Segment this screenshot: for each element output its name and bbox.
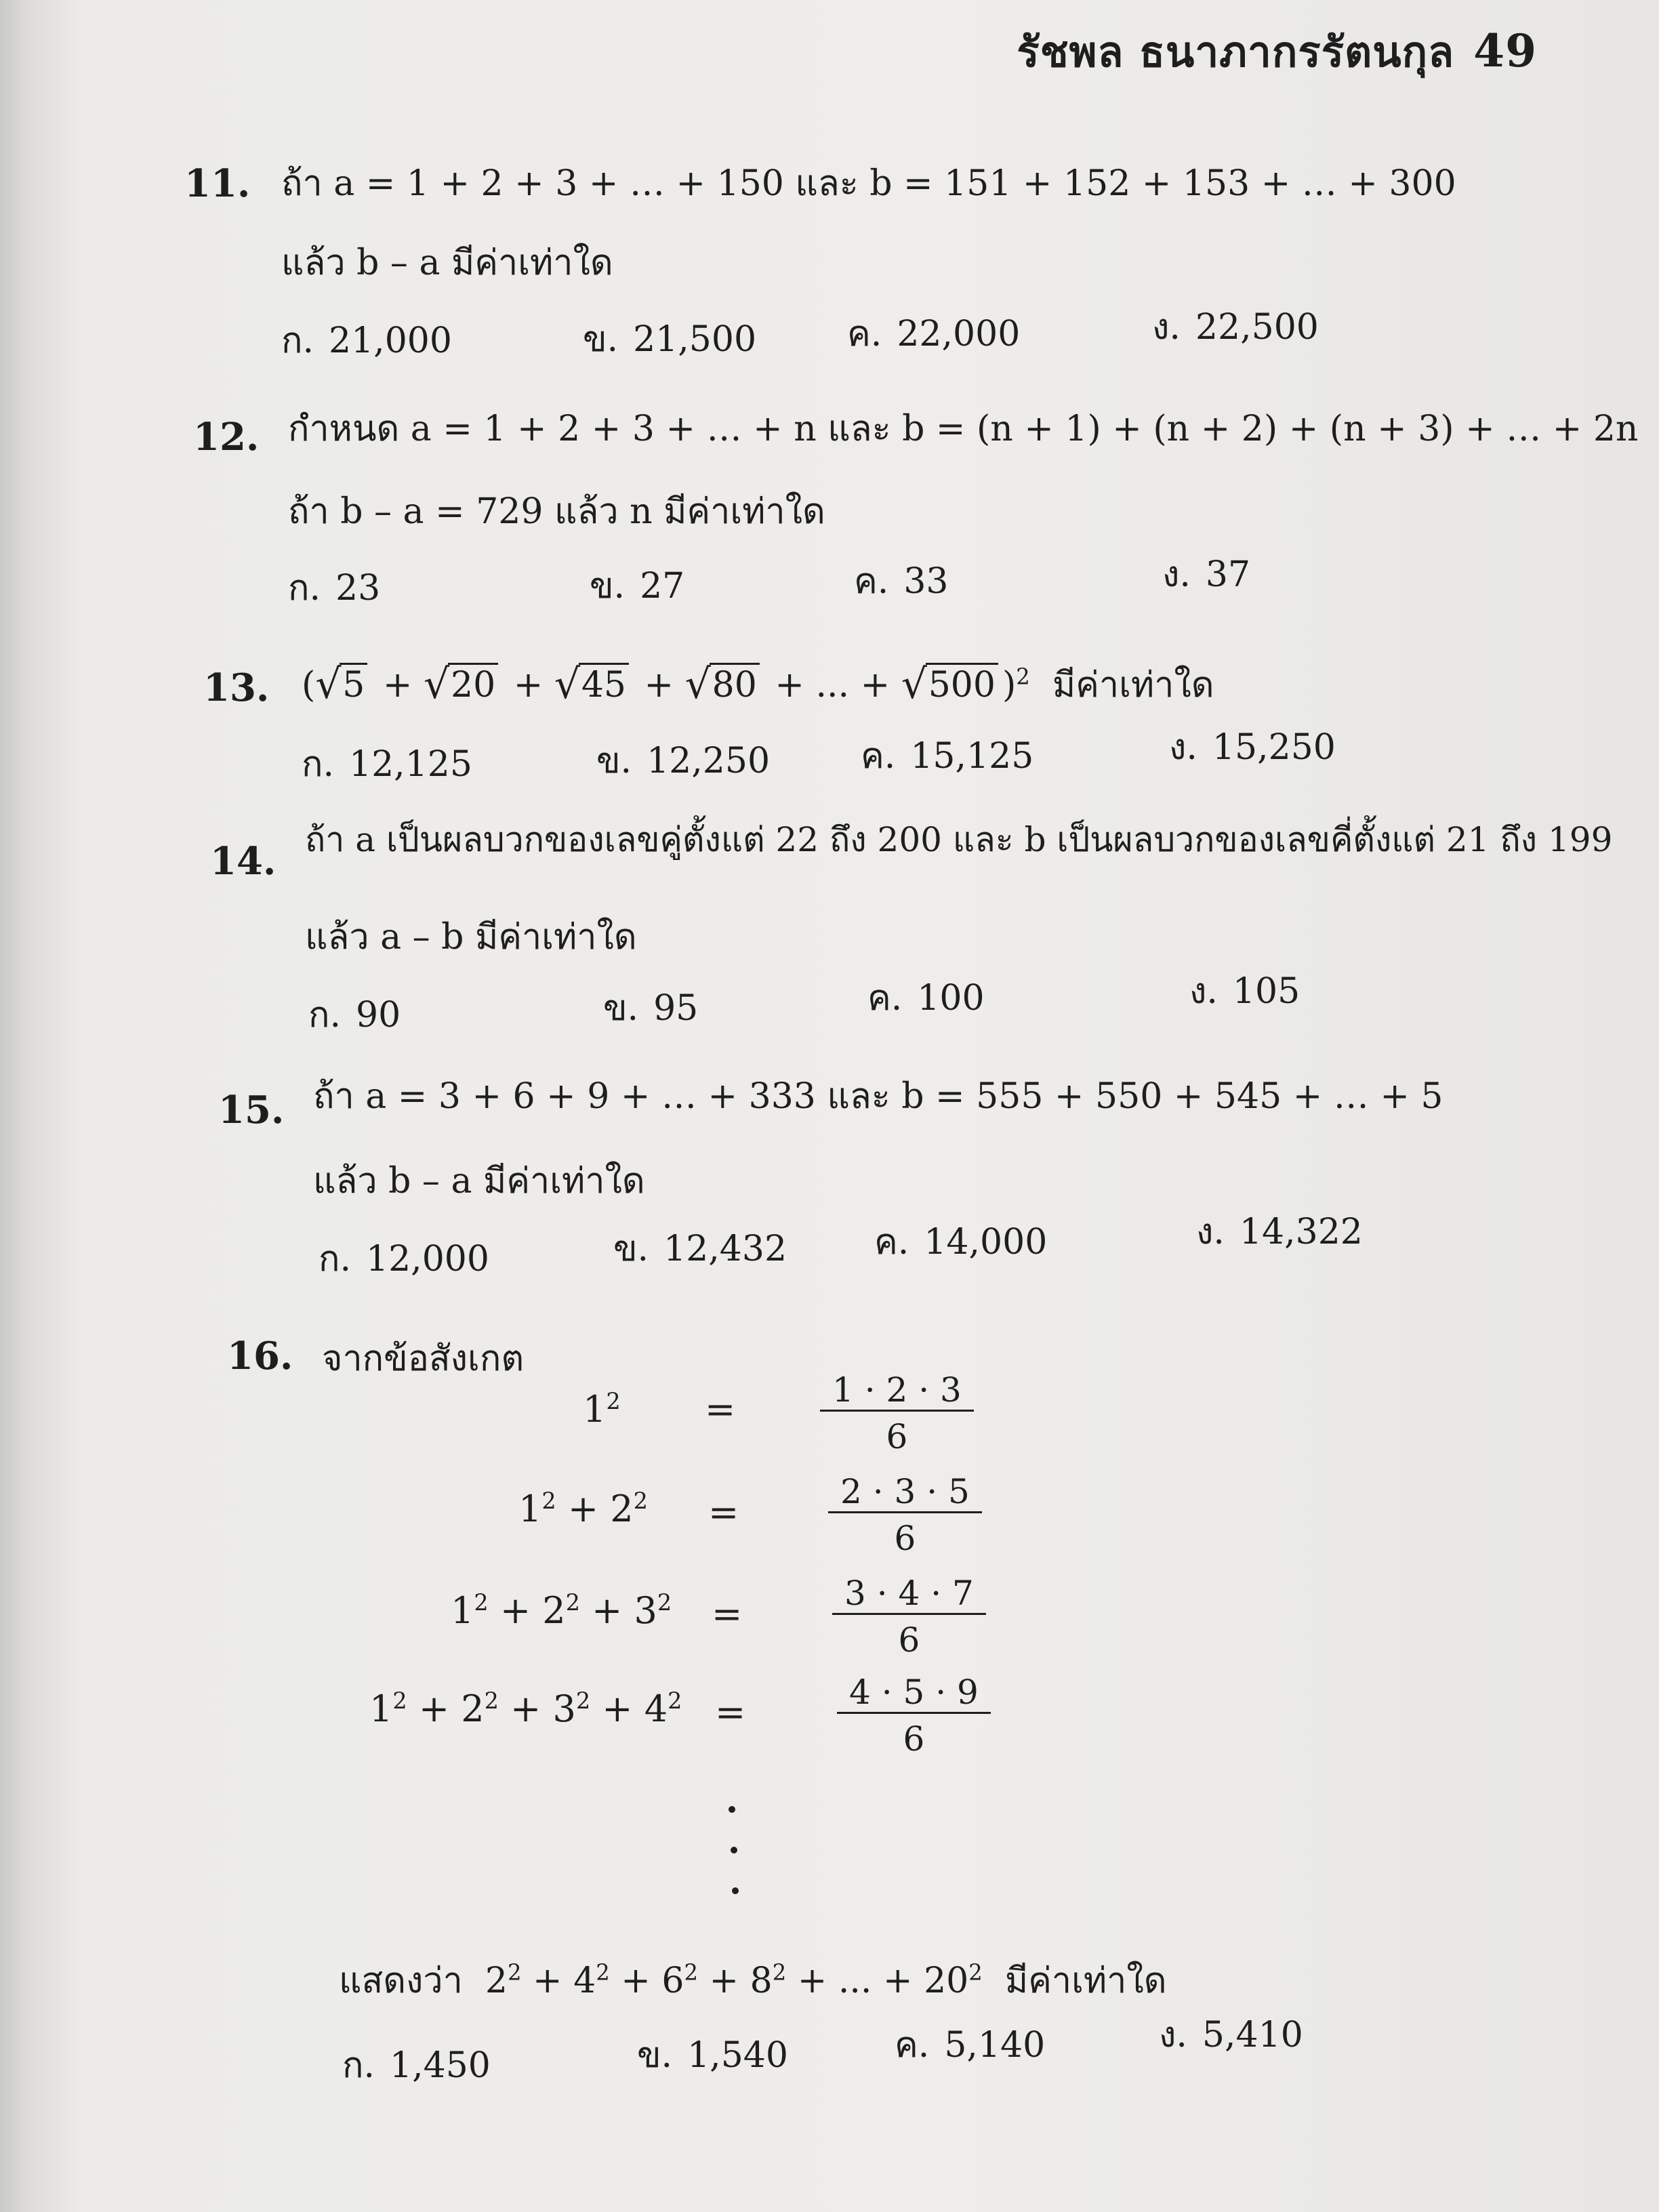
choice-d: ง. 105 [1189, 971, 1300, 1012]
choice-c: ค. 22,000 [847, 314, 1021, 354]
choice-a: ก. 90 [308, 995, 401, 1036]
question-text-2: แล้ว a – b มีค่าเท่าใด [305, 917, 637, 958]
page-number: 49 [1473, 24, 1537, 77]
choice-d: ง. 37 [1162, 554, 1251, 595]
question-number: 14. [210, 839, 276, 884]
continuation-dot [729, 1806, 735, 1813]
choice-c: ค. 5,140 [895, 2025, 1046, 2066]
equation-lhs: $1^2 + 2^2 + 3^2 + 4^2$ [369, 1687, 682, 1730]
choice-b: ข. 21,500 [583, 319, 757, 360]
question-text-2: ถ้า b – a = 729 แล้ว n มีค่าเท่าใด [288, 491, 825, 532]
choice-d: ง. 14,322 [1196, 1212, 1363, 1252]
fraction: $\frac{3 \cdot 4 \cdot 7}{6}$ [832, 1574, 986, 1660]
sqrt-term: √ 500 [901, 665, 998, 705]
continuation-dot [732, 1887, 739, 1894]
choice-a: ก. 12,000 [319, 1239, 489, 1279]
choice-d: ง. 5,410 [1159, 2015, 1303, 2055]
question-number: 16. [227, 1334, 293, 1378]
question-text-2: แล้ว b – a มีค่าเท่าใด [281, 243, 613, 283]
choice-c: ค. 100 [867, 978, 985, 1019]
choice-d: ง. 22,500 [1152, 307, 1319, 348]
equals-sign: = [712, 1593, 743, 1635]
sqrt-term: √ 80 [685, 665, 760, 705]
question-prompt: แสดงว่า $2^2 + 4^2 + 6^2 + 8^2$ + ... + $20^2$ มีค่าเท่าใด [339, 1959, 1167, 2001]
choice-b: ข. 12,432 [613, 1229, 787, 1269]
equation-lhs: $1^2 + 2^2$ [518, 1488, 648, 1530]
choice-b: ข. 95 [603, 988, 699, 1029]
question-number: 12. [193, 415, 260, 459]
fraction: $\frac{4 \cdot 5 \cdot 9}{6}$ [837, 1673, 991, 1759]
page-header [1017, 19, 1537, 85]
author-name: รัชพล ธนาภากรรัตนกุล [1017, 27, 1455, 77]
choice-d: ง. 15,250 [1169, 727, 1336, 768]
choice-a: ก. 1,450 [342, 2045, 491, 2086]
equals-sign: = [705, 1388, 736, 1431]
choice-a: ก. 12,125 [302, 744, 472, 785]
question-text: กำหนด a = 1 + 2 + 3 + … + n และ b = (n + 1) + (n + 2) + (n + 3) + … + 2n [288, 409, 1639, 449]
equals-sign: = [715, 1691, 746, 1734]
question-text: ถ้า a = 3 + 6 + 9 + … + 333 และ b = 555 + 550 + 545 + … + 5 [313, 1076, 1443, 1117]
question-number: 11. [184, 161, 251, 206]
choice-b: ข. 1,540 [637, 2035, 788, 2076]
continuation-dot [731, 1847, 737, 1853]
choice-c: ค. 33 [854, 561, 949, 602]
sqrt-term: √ 5 [315, 665, 367, 705]
fraction: $\frac{2 \cdot 3 \cdot 5}{6}$ [828, 1472, 982, 1558]
sqrt-term: √ 45 [554, 665, 629, 705]
question-suffix: มีค่าเท่าใด [1052, 665, 1214, 705]
choice-a: ก. 21,000 [281, 321, 452, 361]
choice-b: ข. 12,250 [596, 741, 771, 781]
question-intro: จากข้อสังเกต [322, 1338, 525, 1379]
question-text: ถ้า a = 1 + 2 + 3 + … + 150 และ b = 151 + 152 + 153 + … + 300 [281, 163, 1456, 204]
equals-sign: = [708, 1491, 739, 1534]
question-text: ถ้า a เป็นผลบวกของเลขคู่ตั้งแต่ 22 ถึง 200 และ b เป็นผลบวกของเลขคี่ตั้งแต่ 21 ถึง 199 [305, 820, 1613, 859]
fraction: $\frac{1 \cdot 2 \cdot 3}{6}$ [820, 1370, 974, 1456]
sqrt-term: √ 20 [424, 665, 498, 705]
question-number: 13. [203, 665, 270, 710]
question-number: 15. [218, 1088, 285, 1132]
radical-expression: ( √ 5 + √ 20 + √ 45 + √ 80 + ... + √ 500 )$^2$ มีค่าเท่าใด [302, 661, 1214, 708]
equation-lhs: $1^2 + 2^2 + 3^2$ [451, 1589, 672, 1632]
choice-a: ก. 23 [288, 568, 381, 609]
equation-lhs: $1^2$ [583, 1388, 621, 1431]
question-text-2: แล้ว b – a มีค่าเท่าใด [313, 1161, 645, 1202]
choice-b: ข. 27 [590, 566, 685, 607]
choice-c: ค. 14,000 [874, 1222, 1048, 1263]
choice-c: ค. 15,125 [861, 736, 1034, 777]
